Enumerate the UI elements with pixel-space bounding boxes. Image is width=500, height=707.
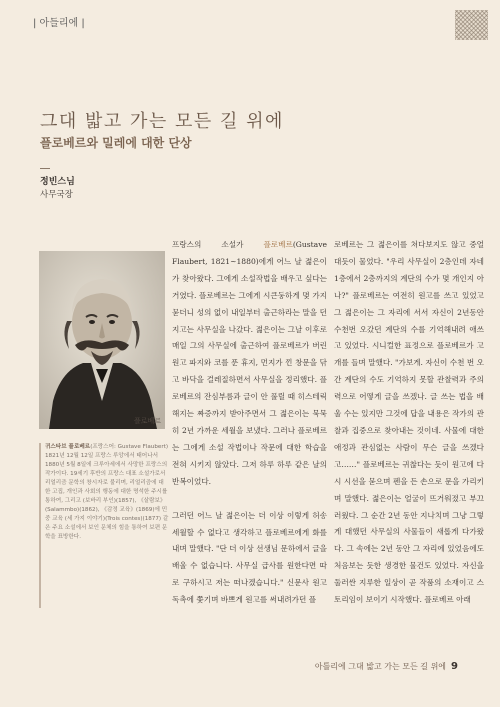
paragraph-gap [172, 491, 327, 508]
author-divider [40, 168, 50, 169]
section-label: | 아들리에 | [33, 18, 85, 29]
author-role: 사무국장 [40, 190, 73, 200]
body-text: (Gustave Flaubert, 1821~1880)에게 어느 날 젊은이가 찾아왔다. 그에게 소설작법을 배우고 싶다는 거였다. 플로베르는 그에게 시큰둥하게 몇 가지 묻더니 성의 없이 내일부터 출근하라는 말을 던지고는 사무실을 나갔다. 젊은이는 그날 이후로 매일 그의 사무실에 출근하여 플로베르가 버린 원고 파지와 코를 푼 휴지, 먼지가 낀 창문을 닦고 바닥을 걸레질하면서 사무실을 정리했다. 플로베르의 잔심부름과 글이 안 풀릴 때 히스테릭해지는 짜증까지 받아주면서 그 젊은이는 묵묵히 2년 가까운 세월을 보냈다. 그러나 플로베르는 그에게 소설 작법이나 작문에 대한 학습을 전혀 시키지 않았다. 그저 하루 하루 같은 날의 반복이었다. [172, 240, 327, 486]
portrait-image [39, 251, 165, 429]
article-subtitle: 플로베르와 밀레에 대한 단상 [40, 136, 192, 150]
portrait-caption: 플로베르 [133, 417, 161, 425]
page-footer [315, 661, 458, 672]
body-column-middle [172, 237, 327, 609]
body-paragraph [172, 237, 327, 491]
sidenote-head: 귀스타브 플로베르 [45, 444, 91, 450]
page-number: 9 [451, 661, 458, 672]
highlighted-name: 플로베르 [263, 240, 293, 249]
body-paragraph: 로베르는 그 젊은이를 쳐다보지도 않고 중얼대듯이 물었다. "우리 사무실이 2층인데 자네 1층에서 2층까지의 계단의 수가 몇 개인지 아나?" 플로베르는 여전히 원고를 쓰고 있었고 그 젊은이는 그 자리에 서서 자신이 2년동안 수천번 오갔던 계단의 수를 기억해내려 애쓰고 있었다. 시니컬한 표정으로 플로베르가 고개를 들며 말했다. "가보게. 자신이 수천 번 오간 계단의 수도 기억하지 못할 관찰력과 주의력으로 어떻게 글을 쓰겠나. 글 쓰는 법을 배울 수는 있지만 그것에 답을 내용은 작가의 관찰과 집중으로 찾아내는 것이네. 사물에 대한 애정과 관심없는 사람이 무슨 글을 쓰겠다고……" 플로베르는 귀찮다는 듯이 원고에 다시 시선을 묻으며 펜을 든 손으로 문을 가리키며 말했다. 젊은이는 얼굴이 뜨거워졌고 부끄러웠다. 그 순간 2년 동안 지나치며 그냥 그렇게 대했던 사무실의 사물들이 새롭게 다가왔다. 그 속에는 2년 동안 그 자리에 있었음에도 처음보는 듯한 생경한 물건도 있었다. 자신을 둘러싼 지루한 일상이 곧 작품의 소재이고 스토리임이 보이기 시작했다. 플로베르 아래 [334, 240, 484, 605]
running-title: 아틀리에 그대 밟고 가는 모든 길 위에 [314, 662, 447, 671]
author-name: 정빈스님 [40, 177, 75, 187]
sidenote-body: (프랑스어: Gustave Flaubert) 1821년 12월 12일 프랑스 루앙에서 태어나서 1880년 5월 8일에 크루아세에서 사망한 프랑스의 작가이다. 19세기 후반의 프랑스 대표 소설가로서 리얼리즘 문학의 창시자로 불리며, 리얼리즘에 대한 고집, 개인과 사회의 행동에 대한 명석한 주시를 통하여, 그리고 (보바리 부인)(1857), 《살람보》(Salammbo)(1862), 《감정 교육》(1869)에 민중 교육 (세 가지 이야기)(Trois contes)(1877) 같은 주요 소설에서 보인 문체의 힘을 통하여 보편 문학을 표방한다. [45, 444, 169, 540]
body-text: 프랑스의 소설가 [172, 240, 264, 249]
figure-sidenote [39, 443, 169, 608]
article-title: 그대 밟고 가는 모든 길 위에 [40, 111, 284, 132]
body-column-right [334, 237, 484, 609]
corner-pattern [455, 10, 488, 40]
portrait-drawing [39, 251, 165, 429]
body-paragraph: 그러던 어느 날 젊은이는 더 이상 이렇게 허송세월할 수 없다고 생각하고 플로베르에게 화를 내며 말했다. "단 더 이상 선생님 문하에서 글을 배울 수 없습니다. 사무실 급사를 원한다면 따로 구하시고 저는 떠나겠습니다." 신문사 원고 독촉에 쫓기며 바쁘게 원고를 써내려가던 플 [172, 510, 327, 605]
